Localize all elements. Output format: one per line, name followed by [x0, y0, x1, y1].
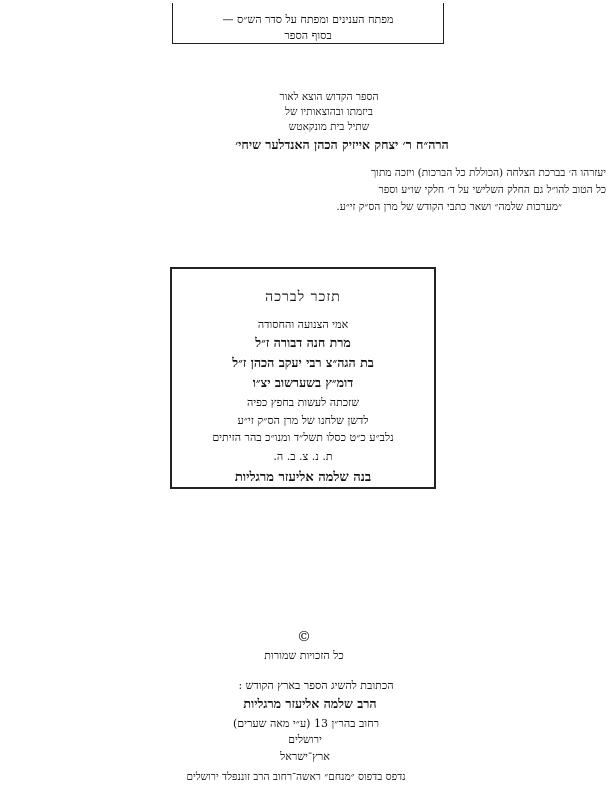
rights-reserved: כל הזכויות שמורות: [264, 649, 344, 662]
address-street: רחוב בהר״ן 13 (ע״י מאה שערים): [232, 717, 380, 730]
copyright-symbol: ©: [297, 629, 311, 645]
index-note-line-2: בסוף הספר: [284, 29, 332, 42]
blessing-line-2: כל הטוב להו״ל גם החלק השלישי על ד׳ חלקי שו״ע וספר: [378, 184, 606, 196]
publisher-line-1: הספר הקדוש הוצא לאור: [279, 91, 379, 103]
blessing-line-3: ״מערכות שלמה״ ושאר כתבי הקודש של מרן הס״ק זי״ע.: [336, 201, 562, 213]
memorial-line-3: בת הגה״צ רבי יעקב הכהן ז״ל: [232, 355, 374, 370]
memorial-line-5: שזכתה לעשות בחפץ כפיה: [246, 396, 360, 409]
memorial-line-4: דומ״ץ בשערשוב יצ״ו: [252, 375, 354, 390]
memorial-line-1: אמי הצנועה והחסודה: [257, 318, 349, 331]
address-intro: הכתובת להשיג הספר בארץ הקודש :: [238, 679, 394, 692]
address-country: ארץ־ישראל: [280, 750, 330, 763]
memorial-tnzbh: ת. נ. צ. ב. ה.: [273, 450, 333, 463]
publisher-line-2: ביזמתו ובהוצאותיו של: [285, 106, 373, 118]
memorial-line-2: מרת חנה דבורה ז״ל: [255, 335, 351, 350]
printer-line: נדפס בדפוס ״מנחם״ ראשה־רחוב הרב זוננפלד ירושלים: [186, 771, 406, 783]
memorial-title: תזכר לברכה: [265, 289, 341, 305]
memorial-line-7: נלב״ע כ״ט כסלו תשל״ד ומנו״כ בהר הזיתים: [212, 431, 394, 444]
address-city: ירושלים: [288, 733, 322, 746]
memorial-line-6: לדשן שלחנו של מרן הס״ק זי״ע: [237, 414, 369, 427]
publisher-line-3: שתיל בית מונקאטש: [288, 121, 370, 133]
publisher-name: הרה״ח ר׳ יצחק אייזיק הכהן האנדלער שיחי׳: [235, 137, 449, 152]
index-note-box: [172, 3, 444, 44]
memorial-frame: [170, 267, 436, 489]
index-note-line-1: מפתח הענינים ומפתח על סדר הש״ס —: [222, 13, 394, 26]
memorial-signature: בנה שלמה אליעזר מרגליות: [234, 470, 372, 485]
blessing-line-1: יעזרהו ה׳ בברכת הצלחה (הכוללת כל הברכות) ויזכה מתוך: [370, 167, 606, 179]
address-name: הרב שלמה אליעזר מרגליות: [243, 696, 377, 711]
